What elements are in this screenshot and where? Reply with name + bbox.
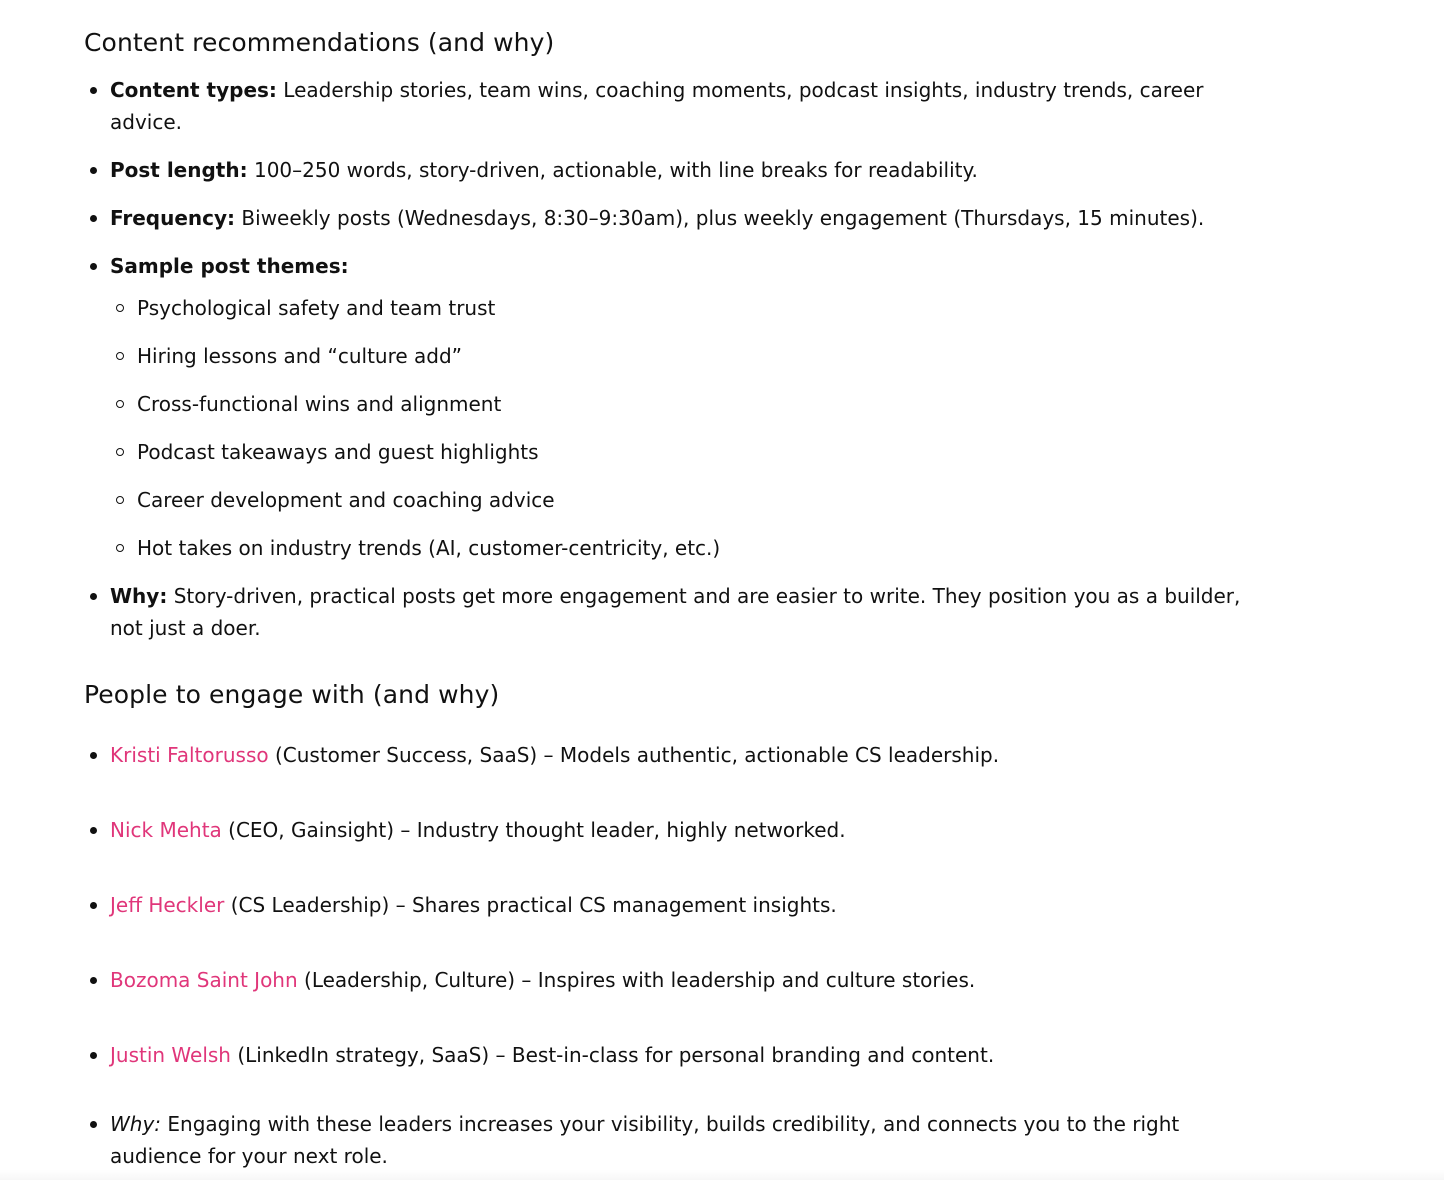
sample-themes-list — [110, 292, 1264, 564]
list-item-content-types — [84, 74, 1264, 138]
person-link-nick-mehta[interactable]: Nick Mehta — [110, 818, 222, 842]
list-item-frequency — [84, 202, 1264, 234]
list-item-post-length — [84, 154, 1264, 186]
why-label: Why: — [110, 584, 168, 608]
people-list — [84, 739, 1264, 1172]
content-types-label: Content types: — [110, 78, 277, 102]
person-link-jeff-heckler[interactable]: Jeff Heckler — [110, 893, 225, 917]
people-why-label: Why: — [110, 1112, 162, 1136]
person-description: (LinkedIn strategy, SaaS) – Best-in-class for personal branding and content. — [231, 1043, 995, 1067]
people-why-item — [84, 1108, 1264, 1172]
person-item — [84, 814, 1264, 846]
list-item-sample-themes — [84, 250, 1264, 564]
person-description: (CS Leadership) – Shares practical CS management insights. — [224, 893, 837, 917]
person-item — [84, 739, 1264, 771]
person-item — [84, 1039, 1264, 1071]
person-description: (Leadership, Culture) – Inspires with leadership and culture stories. — [297, 968, 976, 992]
theme-item: Podcast takeaways and guest highlights — [110, 436, 1264, 468]
content-types-text: Leadership stories, team wins, coaching moments, podcast insights, industry trends, career advice. — [110, 78, 1204, 134]
people-why-text: Engaging with these leaders increases your visibility, builds credibility, and connects you to the right audience for your next role. — [110, 1112, 1180, 1168]
post-length-text: 100–250 words, story-driven, actionable, with line breaks for readability. — [247, 158, 978, 182]
list-item-why — [84, 580, 1264, 644]
person-description: (Customer Success, SaaS) – Models authentic, actionable CS leadership. — [268, 743, 1000, 767]
why-text: Story-driven, practical posts get more engagement and are easier to write. They position you as a builder, not just a doer. — [110, 584, 1241, 640]
theme-item: Hiring lessons and “culture add” — [110, 340, 1264, 372]
frequency-text: Biweekly posts (Wednesdays, 8:30–9:30am), plus weekly engagement (Thursdays, 15 minutes). — [235, 206, 1205, 230]
post-length-label: Post length: — [110, 158, 248, 182]
theme-item: Hot takes on industry trends (AI, customer-centricity, etc.) — [110, 532, 1264, 564]
person-link-justin-welsh[interactable]: Justin Welsh — [110, 1043, 231, 1067]
people-to-engage-heading: People to engage with (and why) — [84, 680, 500, 709]
content-recommendations-heading: Content recommendations (and why) — [84, 28, 555, 57]
theme-item: Career development and coaching advice — [110, 484, 1264, 516]
person-link-bozoma-saint-john[interactable]: Bozoma Saint John — [110, 968, 298, 992]
theme-item: Psychological safety and team trust — [110, 292, 1264, 324]
sample-themes-label: Sample post themes: — [110, 254, 349, 278]
frequency-label: Frequency: — [110, 206, 236, 230]
document-body — [84, 0, 1264, 1172]
content-recommendations-list — [84, 74, 1264, 644]
person-item — [84, 889, 1264, 921]
person-link-kristi-faltorusso[interactable]: Kristi Faltorusso — [110, 743, 269, 767]
bottom-fade — [0, 1170, 1444, 1180]
theme-item: Cross-functional wins and alignment — [110, 388, 1264, 420]
person-description: (CEO, Gainsight) – Industry thought leader, highly networked. — [221, 818, 846, 842]
person-item — [84, 964, 1264, 996]
